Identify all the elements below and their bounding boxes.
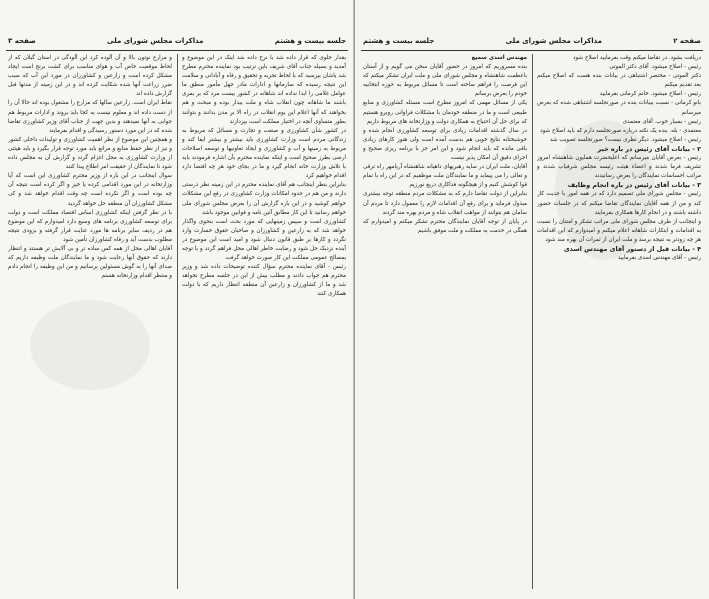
paragraph: رئیس - آقای نماینده محترم سؤال کننده توضیحات داده شد و وزیر محترم هم جواب دادند و مطلب بیش از این در جلسه مطرح نخواهد شد و ما از کشاورزان و زارعین آن منطقه انتظار داریم که با دولت همکاری کنند <box>182 264 346 298</box>
paragraph: و همچنین این موضوع از نظر اهمیت کشاورزی و تولیدات داخلی کشور و نیز از نظر حفظ منابع و مراتع باید مورد توجه قرار بگیرد و باید هیئتی از وزارت کشاورزی به محل اعزام گردد و گزارش آن به مجلس داده شود تا نمایندگان از حقیقت امر اطلاع پیدا کنند <box>8 136 172 171</box>
paragraph: دریافت بشود. در تقاضا میکنم وقت بفرمایید اصلاح شود <box>572 55 701 61</box>
paragraph: رئیس - آقای مهندس اسدی بفرمایید <box>617 255 701 262</box>
column-divider <box>532 54 533 589</box>
paragraph: بانو کرمانی - نسبت ببیانات بنده در صورتجلسه اشتباهی شده که بعرض میرسانم <box>537 100 701 116</box>
page-header <box>363 33 701 49</box>
paragraph: رئیس - اصلاح میشود. دیگر نظری نیست؟ صورتجلسه تصویب شد <box>549 136 701 143</box>
section-heading: ۲ - بیانات آقای رئیس در باره خبر <box>597 144 701 153</box>
paragraph: بنده مسروریم که امروز در حضور آقایان سخن می گویم و از آستان باعظمت شاهنشاه و مجلس شورای ملی و ملت ایران تشکر میکنم که این فرصت را فراهم ساخته است تا مسائل مربوط به حوزه انتخابیه خودم را بعرض برسانم <box>363 64 527 98</box>
paragraph: در پایان از توجه آقایان نمایندگان محترم تشکر میکنم و امیدوارم که همگی در خدمت به مملکت و ملت موفق باشیم <box>363 218 527 234</box>
paragraph: معتمدی - بله. بنده یک نکته درباره صورتجلسه دارم که باید اصلاح شود <box>540 127 701 134</box>
text-column-right <box>537 54 701 589</box>
left-page <box>0 0 354 599</box>
paragraph: آقایان اهالی محل از همه کس ساده تر و بی آلایش تر هستند و انتظار دارند که حقوق آنها رعایت شود و ما نمایندگان ملت وظیفه داریم که صدای آنها را به گوش مسئولین برسانیم و من این وظیفه را انجام دادم و منتظر اقدام وزارتخانه هستم <box>8 245 172 280</box>
paragraph: با در نظر گرفتن اینکه کشاورزی اساس اقتصاد مملکت است و دولت برای توسعه کشاورزی برنامه های وسیع دارد امیدوارم که این موضوع هم در ردیف سایر برنامه ها مورد عنایت قرار گرفته و بزودی نتیجه مطلوب بدست آید و رفاه کشاورزان تأمین شود <box>8 209 172 243</box>
paragraph: و مزارع نوتون بالا و آن آلوده کرد این آلودگی در استان گیلان که از لحاظ موقعیت خاص آب و هوای مناسب برای کشت برنج است ایجاد مشکل کرده است و زارعین و کشاورزان در مورد این آب که سبب ضرر زراعت آنها شده شکایت کرده اند و در این زمینه از مدتها قبل گزارش داده اند <box>8 55 172 98</box>
paragraph: آقایان، ملت ایران در سایه رهبریهای داهیانه شاهنشاه آریامهر راه ترقی و تعالی را می پیماید و ما نمایندگان ملت موظفیم که در این راه با تمام قوا کوشش کنیم و از هیچگونه فداکاری دریغ نورزیم <box>363 164 527 189</box>
text-column-right <box>182 54 346 589</box>
right-page <box>355 0 709 599</box>
paragraph: بنابراین از دولت تقاضا دارم که به مشکلات مردم منطقه توجه بیشتری مبذول فرماید و برای رفع آن اقدامات لازم را معمول دارد تا مردم آن سامان هم بتوانند از مواهب انقلاب شاه و مردم بهره مند گردند <box>363 191 527 216</box>
paragraph: دکتر الموتی - مختصر اشتباهی در بیانات بنده هست که اصلاح میکنم بعد تقدیم میکنم <box>537 73 701 89</box>
speaker-name: مهندس اسدی سمیع <box>471 55 527 61</box>
text-column-left <box>363 54 527 589</box>
session-title: جلسه بیست و هشتم <box>363 37 435 45</box>
paragraph: بقدار جلوی که قرار داده شد با نرخ داده شد اینک در این موضوع و آمدید و بسیله جناب آقای شریف باین ترتیب بود نماینده محترم مطرح شد باشان بپرسید که با لحاظ تجربه و تحقیق و رفاه و آبادانی و سلامت این نتیجه رسیده که سازمانها و ادارات مادر جهل مأمور منطق ما عوامل غلامی را ابدا نداده اند شاهانه در کشور بیست مرد که بر بمری باشند ما شاهانه چون انقلاب شاه و ملت بیدار بوده و مبحث و هم بخواهند که آنها اعلام این یوم انقلاب در راه الا بر مدن بدانند و بتوانند بطور متساوی آنچه در اختیار مملکت است بپردازند <box>182 55 346 125</box>
journal-title: مذاکرات مجلس شورای ملی <box>505 37 602 45</box>
paragraph: و اینجانب از طرف مجلس شورای ملی مراتب تشکر و امتنان را نسبت به اقدامات و ابتکارات شاهانه اعلام میکنم و امیدوارم که این اقدامات هر چه زودتر به نتیجه برسد و ملت ایران از ثمرات آن بهره مند شود <box>537 218 701 243</box>
paragraph: نقاط ایران است. زارعین سالها که مزارع را مشغول بوده اند حالا آن را از دست داده اند و معلوم نیست به کجا باید بروند و ادارات مربوط هم جوابی به آنها نمیدهند و بدین جهت از جناب آقای وزیر کشاورزی تقاضا شده که در این مورد دستور رسیدگی و اقدام بفرمایند <box>8 100 172 134</box>
section-heading: ۳ - بیانات آقای رئیس در باره انجام وظایف <box>567 181 701 190</box>
paragraph: رئیس - بسیار خوب. آقای معتمدی <box>622 118 701 125</box>
paragraph: در سال گذشته اقدامات زیادی برای توسعه کشاورزی انجام شده و خوشبختانه نتایج خوبی هم بدست آمده است ولی هنوز کارهای زیادی باقی مانده که باید انجام شود و این امر جز با برنامه ریزی صحیح و اجرای دقیق آن امکان پذیر نیست <box>363 127 527 162</box>
section-heading: ۴ - بیانات قبل از دستور آقای مهندس اسدی <box>563 244 701 253</box>
paragraph: رئیس - مجلس شورای ملی تصمیم دارد که در همه امور با جدیت کار کند و من از همه آقایان نمایندگان تقاضا میکنم که در جلسات حضور داشته باشند و در انجام کارها همکاری بفرمایند <box>537 191 701 216</box>
column-divider <box>177 54 178 589</box>
paragraph: رئیس - بعرض آقایان میرسانم که اعلیحضرت همایون شاهنشاه امروز تشریف فرما شدند و اعضاء هیئت رئیسه مجلس شرفیاب شدند و مراتب احساسات نمایندگان را بعرض رسانیدند <box>537 155 701 180</box>
paragraph: رئیس - اصلاح میشود. آقای دکتر الموتی <box>609 64 701 71</box>
paragraph: در کشور شأن کشاورزی و صنعت و تجارت و مسائل که مربوط به زندگانی مردم است وزارت کشاورزی باید بیشتر و بیشتر ایفا کند و مربوط به زمینها و آب و کشاورزی و ایجاد تعاونیها و توسعه اصلاحات ارضی بطرز صحیح است و اینکه نماینده محترم بآن اشاره فرمودند باید با تلاش وزارت خانه انجام گیرد و ما در بجای خود هر چه اقتضا دارد اقدام خواهیم کرد <box>182 127 346 180</box>
header-rule <box>6 50 348 51</box>
paragraph: رئیس - اصلاح میشود. خانم کرمانی بفرمایید <box>599 91 701 98</box>
paragraph: سوال اینجانب در این باره از وزیر محترم کشاورزی این است که آیا وزارتخانه در این مورد اقدامی کرده یا خیر و اگر کرده است نتیجه آن چه بوده است و اگر نکرده است چه وقت اقدام خواهد شد و کی مشکل کشاورزان آن منطقه حل خواهد گردید <box>8 173 172 207</box>
header-rule <box>361 50 703 51</box>
paragraph: بنابراین بنظر اینجانب هم آقای نماینده محترم در این زمینه نظر درستی دارند و من هم در حدود امکانات وزارت کشاورزی در رفع این مشکلات خواهم کوشید و در این باره گزارش آن را بعرض مجلس شورای ملی خواهم رسانید تا این کار مطابق آئین نامه و قوانین موجود باشد <box>182 182 346 216</box>
text-column-left <box>8 54 172 589</box>
page-header <box>8 33 346 49</box>
page-number: صفحه ۲ <box>673 37 701 45</box>
paragraph: کشاورزی است و سپس زمینهایی که مورد بحث است بنحوی واگذار خواهد شد که به زارعین و کشاورزان و صاحبان حقوق خسارت وارد نگردد و کارها بر طبق قانون دنبال شود و امید است این موضوع در آینده نزدیک حل شود و رضایت خاطر اهالی محل فراهم گردد و با توجه بمصالح عمومی مملکت این کار صورت خواهد گرفت <box>182 218 346 262</box>
session-title: جلسه بیست و هشتم <box>274 37 346 45</box>
journal-title: مذاکرات مجلس شورای ملی <box>107 37 204 45</box>
page-number: صفحه ۳ <box>8 37 36 45</box>
paragraph: یکی از مسائل مهمی که امروز مطرح است مسئله کشاورزی و منابع طبیعی است و ما در منطقه خودمان با مشکلات فراوانی روبرو هستیم که برای حل آن احتیاج به همکاری دولت و وزارتخانه های مربوط داریم <box>363 100 527 125</box>
